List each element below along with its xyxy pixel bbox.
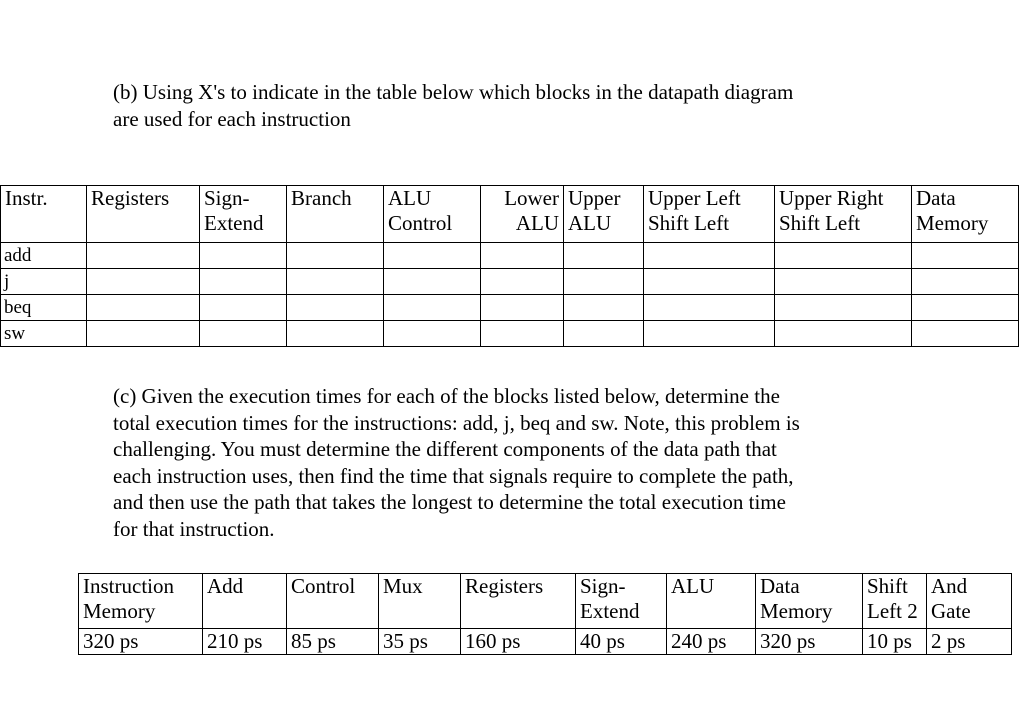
table-row	[1, 295, 1019, 321]
usage-header-cell	[775, 186, 912, 243]
part-c-line: for that instruction.	[113, 516, 275, 541]
part-c-instructions	[113, 383, 903, 542]
usage-header-cell	[644, 186, 775, 243]
timing-header-cell	[927, 574, 1012, 629]
usage-header-cell	[384, 186, 481, 243]
header-text: Upper Right	[779, 186, 884, 210]
usage-mark-cell[interactable]	[481, 295, 564, 321]
usage-mark-cell[interactable]	[87, 269, 200, 295]
header-text: Shift Left	[648, 211, 730, 235]
instruction-cell: beq	[1, 295, 87, 321]
header-text: ALU	[388, 186, 432, 210]
usage-mark-cell[interactable]	[564, 243, 644, 269]
header-text: Shift Left	[779, 211, 861, 235]
part-b-instructions	[113, 79, 913, 132]
timing-value-cell: 210 ps	[203, 629, 287, 655]
usage-mark-cell[interactable]	[287, 321, 384, 347]
usage-mark-cell[interactable]	[87, 295, 200, 321]
header-text: Instruction	[83, 574, 174, 598]
usage-header-cell	[564, 186, 644, 243]
header-text: Registers	[91, 186, 170, 210]
header-text: Instr.	[5, 186, 48, 210]
timing-header-cell	[863, 574, 927, 629]
usage-mark-cell[interactable]	[644, 243, 775, 269]
timing-header-cell	[667, 574, 756, 629]
usage-mark-cell[interactable]	[912, 243, 1019, 269]
timing-value-cell: 2 ps	[927, 629, 1012, 655]
header-text: Gate	[931, 599, 971, 623]
part-c-line: (c) Given the execution times for each of the blocks listed below, determine the	[113, 384, 780, 408]
block-usage-table	[0, 185, 1019, 347]
usage-mark-cell[interactable]	[287, 269, 384, 295]
timing-table-header-row	[79, 574, 1012, 629]
usage-mark-cell[interactable]	[481, 269, 564, 295]
header-text: ALU	[515, 211, 559, 235]
header-text: Memory	[760, 599, 833, 623]
timing-header-cell	[576, 574, 667, 629]
usage-mark-cell[interactable]	[912, 321, 1019, 347]
header-text: Left 2	[867, 599, 918, 623]
usage-mark-cell[interactable]	[481, 321, 564, 347]
usage-mark-cell[interactable]	[384, 321, 481, 347]
usage-mark-cell[interactable]	[775, 269, 912, 295]
usage-mark-cell[interactable]	[384, 269, 481, 295]
header-text: Shift	[867, 574, 908, 598]
header-text: ALU	[568, 211, 612, 235]
usage-mark-cell[interactable]	[87, 243, 200, 269]
usage-mark-cell[interactable]	[384, 243, 481, 269]
timing-value-cell: 160 ps	[461, 629, 576, 655]
usage-mark-cell[interactable]	[564, 269, 644, 295]
table-row	[1, 321, 1019, 347]
usage-mark-cell[interactable]	[775, 295, 912, 321]
usage-mark-cell[interactable]	[481, 243, 564, 269]
header-text: And	[931, 574, 968, 598]
usage-header-cell	[87, 186, 200, 243]
usage-mark-cell[interactable]	[200, 321, 287, 347]
usage-mark-cell[interactable]	[287, 295, 384, 321]
header-text: Control	[388, 211, 453, 235]
timing-value-cell: 10 ps	[863, 629, 927, 655]
timing-header-cell	[379, 574, 461, 629]
timing-table-values-row	[79, 629, 1012, 655]
part-c-line: challenging. You must determine the different components of the data path that	[113, 437, 777, 461]
header-text: Add	[207, 574, 244, 598]
usage-mark-cell[interactable]	[564, 321, 644, 347]
header-text: ALU	[671, 574, 715, 598]
timing-value-cell: 85 ps	[287, 629, 379, 655]
usage-mark-cell[interactable]	[644, 269, 775, 295]
usage-table-header-row	[1, 186, 1019, 243]
timing-value-cell: 320 ps	[79, 629, 203, 655]
usage-mark-cell[interactable]	[912, 269, 1019, 295]
timing-header-cell	[756, 574, 863, 629]
usage-mark-cell[interactable]	[287, 243, 384, 269]
table-row	[1, 269, 1019, 295]
header-text: Lower	[504, 186, 559, 210]
usage-mark-cell[interactable]	[644, 321, 775, 347]
execution-times-table	[78, 573, 1012, 655]
header-text: Branch	[291, 186, 352, 210]
header-text: Memory	[83, 599, 156, 623]
timing-header-cell	[461, 574, 576, 629]
header-text: Extend	[580, 599, 640, 623]
usage-mark-cell[interactable]	[200, 295, 287, 321]
usage-header-cell	[200, 186, 287, 243]
header-text: Upper Left	[648, 186, 741, 210]
usage-mark-cell[interactable]	[644, 295, 775, 321]
timing-value-cell: 320 ps	[756, 629, 863, 655]
header-text: Registers	[465, 574, 544, 598]
timing-value-cell: 35 ps	[379, 629, 461, 655]
timing-value-cell: 240 ps	[667, 629, 756, 655]
header-text: Upper	[568, 186, 621, 210]
part-b-line: are used for each instruction	[113, 106, 351, 131]
timing-value-cell: 40 ps	[576, 629, 667, 655]
header-text: Sign-	[204, 186, 250, 210]
part-b-line: (b) Using X's to indicate in the table below which blocks in the datapath diagram	[113, 80, 794, 104]
usage-mark-cell[interactable]	[564, 295, 644, 321]
usage-header-cell	[1, 186, 87, 243]
usage-mark-cell[interactable]	[912, 295, 1019, 321]
header-text: Mux	[383, 574, 423, 598]
header-text: Control	[291, 574, 356, 598]
usage-mark-cell[interactable]	[775, 321, 912, 347]
timing-header-cell	[79, 574, 203, 629]
header-text: Data	[760, 574, 800, 598]
part-c-line: total execution times for the instructions: add, j, beq and sw. Note, this problem is	[113, 410, 800, 435]
usage-header-cell	[481, 186, 564, 243]
part-c-line: each instruction uses, then find the time that signals require to complete the path,	[113, 463, 794, 488]
timing-header-cell	[203, 574, 287, 629]
instruction-cell: j	[1, 269, 87, 295]
instruction-cell: sw	[1, 321, 87, 347]
header-text: Memory	[916, 211, 989, 235]
header-text: Data	[916, 186, 956, 210]
header-text: Extend	[204, 211, 264, 235]
instruction-cell: add	[1, 243, 87, 269]
usage-mark-cell[interactable]	[384, 295, 481, 321]
header-text: Sign-	[580, 574, 626, 598]
usage-mark-cell[interactable]	[775, 243, 912, 269]
usage-mark-cell[interactable]	[200, 243, 287, 269]
usage-mark-cell[interactable]	[87, 321, 200, 347]
table-row	[1, 243, 1019, 269]
part-c-line: and then use the path that takes the longest to determine the total execution time	[113, 490, 786, 514]
timing-header-cell	[287, 574, 379, 629]
usage-header-cell	[912, 186, 1019, 243]
usage-mark-cell[interactable]	[200, 269, 287, 295]
usage-header-cell	[287, 186, 384, 243]
